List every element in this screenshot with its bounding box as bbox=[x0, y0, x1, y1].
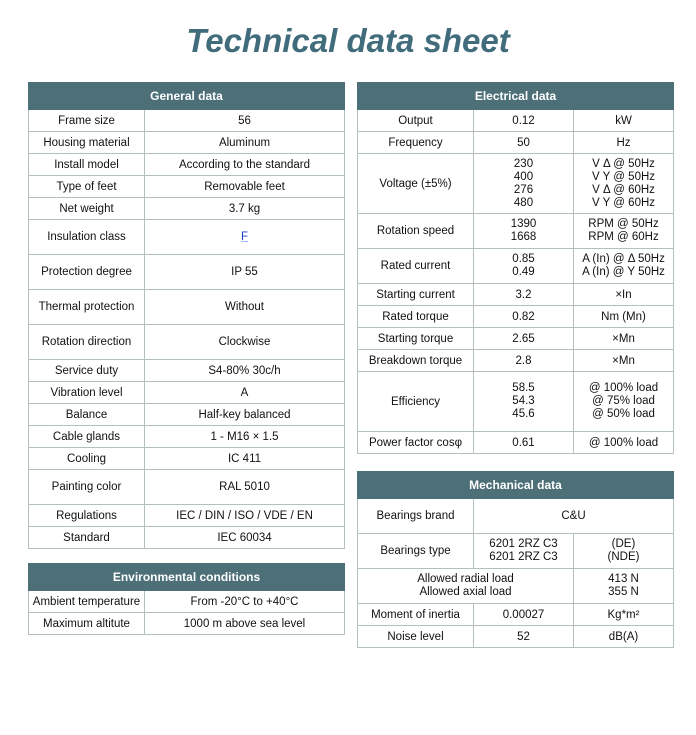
row-value: 58.5 54.3 45.6 bbox=[474, 372, 574, 432]
row-value: 1390 1668 bbox=[474, 214, 574, 249]
row-label: Rotation direction bbox=[29, 325, 145, 360]
table-row bbox=[358, 372, 674, 432]
table-row bbox=[29, 382, 345, 404]
table-row bbox=[29, 176, 345, 198]
table-row bbox=[358, 110, 674, 132]
row-value: 230 400 276 480 bbox=[474, 154, 574, 214]
table-row bbox=[358, 499, 674, 534]
table-row bbox=[358, 214, 674, 249]
row-value: 0.61 bbox=[474, 432, 574, 454]
table-row bbox=[358, 306, 674, 328]
row-value: A bbox=[145, 382, 345, 404]
row-value: C&U bbox=[474, 499, 674, 534]
row-value: 2.8 bbox=[474, 350, 574, 372]
general-data-header: General data bbox=[29, 83, 345, 110]
row-label: Output bbox=[358, 110, 474, 132]
environmental-conditions-header: Environmental conditions bbox=[29, 564, 345, 591]
row-label: Bearings brand bbox=[358, 499, 474, 534]
row-label: Starting current bbox=[358, 284, 474, 306]
row-value bbox=[145, 220, 345, 255]
row-label: Breakdown torque bbox=[358, 350, 474, 372]
row-label: Painting color bbox=[29, 470, 145, 505]
table-header-row bbox=[358, 472, 674, 499]
row-value: 1 - M16 × 1.5 bbox=[145, 426, 345, 448]
table-header-row bbox=[358, 83, 674, 110]
row-unit: @ 100% load bbox=[574, 432, 674, 454]
row-value: 3.2 bbox=[474, 284, 574, 306]
row-label: Service duty bbox=[29, 360, 145, 382]
row-value: 0.12 bbox=[474, 110, 574, 132]
table-row bbox=[29, 220, 345, 255]
row-label: Vibration level bbox=[29, 382, 145, 404]
row-unit: RPM @ 50Hz RPM @ 60Hz bbox=[574, 214, 674, 249]
table-row bbox=[29, 591, 345, 613]
row-value: 3.7 kg bbox=[145, 198, 345, 220]
row-unit: ×In bbox=[574, 284, 674, 306]
electrical-data-table bbox=[357, 82, 674, 454]
table-row bbox=[29, 154, 345, 176]
row-label: Maximum altitute bbox=[29, 613, 145, 635]
row-unit: kW bbox=[574, 110, 674, 132]
row-value: IC 411 bbox=[145, 448, 345, 470]
row-unit: A (In) @ Δ 50Hz A (In) @ Y 50Hz bbox=[574, 249, 674, 284]
environmental-conditions-table bbox=[28, 563, 345, 635]
row-label: Cable glands bbox=[29, 426, 145, 448]
row-label: Bearings type bbox=[358, 534, 474, 569]
row-value: 2.65 bbox=[474, 328, 574, 350]
row-unit: ×Mn bbox=[574, 350, 674, 372]
row-value: 0.85 0.49 bbox=[474, 249, 574, 284]
table-row bbox=[358, 249, 674, 284]
row-value: IEC / DIN / ISO / VDE / EN bbox=[145, 505, 345, 527]
row-label: Frame size bbox=[29, 110, 145, 132]
table-row bbox=[29, 404, 345, 426]
row-unit: Hz bbox=[574, 132, 674, 154]
row-label: Insulation class bbox=[29, 220, 145, 255]
row-unit: ×Mn bbox=[574, 328, 674, 350]
table-row bbox=[29, 110, 345, 132]
row-label: Noise level bbox=[358, 626, 474, 648]
row-label: Standard bbox=[29, 527, 145, 549]
row-label: Type of feet bbox=[29, 176, 145, 198]
row-position: (DE) (NDE) bbox=[574, 534, 674, 569]
row-label: Rated torque bbox=[358, 306, 474, 328]
table-row bbox=[358, 604, 674, 626]
row-unit: @ 100% load @ 75% load @ 50% load bbox=[574, 372, 674, 432]
table-row bbox=[358, 328, 674, 350]
table-row bbox=[29, 613, 345, 635]
row-label: Voltage (±5%) bbox=[358, 154, 474, 214]
row-value: According to the standard bbox=[145, 154, 345, 176]
row-value: Half-key balanced bbox=[145, 404, 345, 426]
table-row bbox=[29, 325, 345, 360]
table-header-row bbox=[29, 564, 345, 591]
mechanical-data-table bbox=[357, 471, 674, 648]
table-row bbox=[29, 132, 345, 154]
row-label: Efficiency bbox=[358, 372, 474, 432]
table-row bbox=[29, 360, 345, 382]
table-row bbox=[358, 626, 674, 648]
table-row bbox=[358, 284, 674, 306]
row-value: 1000 m above sea level bbox=[145, 613, 345, 635]
row-value: IEC 60034 bbox=[145, 527, 345, 549]
row-label: Balance bbox=[29, 404, 145, 426]
row-label: Rotation speed bbox=[358, 214, 474, 249]
row-value: From -20°C to +40°C bbox=[145, 591, 345, 613]
row-value: 50 bbox=[474, 132, 574, 154]
row-value: 6201 2RZ C3 6201 2RZ C3 bbox=[474, 534, 574, 569]
row-unit: Nm (Mn) bbox=[574, 306, 674, 328]
row-value: Clockwise bbox=[145, 325, 345, 360]
table-row bbox=[358, 132, 674, 154]
row-label: Moment of inertia bbox=[358, 604, 474, 626]
row-label: Allowed radial load Allowed axial load bbox=[358, 569, 574, 604]
row-value: 52 bbox=[474, 626, 574, 648]
row-value: IP 55 bbox=[145, 255, 345, 290]
row-value: Aluminum bbox=[145, 132, 345, 154]
row-label: Net weight bbox=[29, 198, 145, 220]
row-label: Power factor cosφ bbox=[358, 432, 474, 454]
row-value: Removable feet bbox=[145, 176, 345, 198]
row-value: 413 N 355 N bbox=[574, 569, 674, 604]
row-label: Install model bbox=[29, 154, 145, 176]
row-value: 0.00027 bbox=[474, 604, 574, 626]
row-label: Housing material bbox=[29, 132, 145, 154]
row-label: Cooling bbox=[29, 448, 145, 470]
table-header-row bbox=[29, 83, 345, 110]
row-unit: dB(A) bbox=[574, 626, 674, 648]
row-value: Without bbox=[145, 290, 345, 325]
row-label: Ambient temperature bbox=[29, 591, 145, 613]
general-data-table bbox=[28, 82, 345, 549]
table-row bbox=[358, 534, 674, 569]
table-row bbox=[29, 470, 345, 505]
row-value: 56 bbox=[145, 110, 345, 132]
row-label: Thermal protection bbox=[29, 290, 145, 325]
insulation-class-link[interactable]: F bbox=[240, 231, 249, 243]
table-row bbox=[358, 154, 674, 214]
row-label: Regulations bbox=[29, 505, 145, 527]
row-value: 0.82 bbox=[474, 306, 574, 328]
row-unit: V Δ @ 50Hz V Y @ 50Hz V Δ @ 60Hz V Y @ 60Hz bbox=[574, 154, 674, 214]
row-value: RAL 5010 bbox=[145, 470, 345, 505]
table-row bbox=[29, 527, 345, 549]
row-label: Starting torque bbox=[358, 328, 474, 350]
table-row bbox=[29, 290, 345, 325]
page-title: Technical data sheet bbox=[186, 22, 510, 59]
table-row bbox=[29, 255, 345, 290]
electrical-data-header: Electrical data bbox=[358, 83, 674, 110]
row-label: Protection degree bbox=[29, 255, 145, 290]
mechanical-data-header: Mechanical data bbox=[358, 472, 674, 499]
table-row bbox=[358, 569, 674, 604]
row-value: S4-80% 30c/h bbox=[145, 360, 345, 382]
table-row bbox=[358, 432, 674, 454]
table-row bbox=[29, 448, 345, 470]
table-row bbox=[358, 350, 674, 372]
table-row bbox=[29, 198, 345, 220]
table-row bbox=[29, 505, 345, 527]
table-row bbox=[29, 426, 345, 448]
row-label: Frequency bbox=[358, 132, 474, 154]
row-label: Rated current bbox=[358, 249, 474, 284]
row-unit: Kg*m² bbox=[574, 604, 674, 626]
